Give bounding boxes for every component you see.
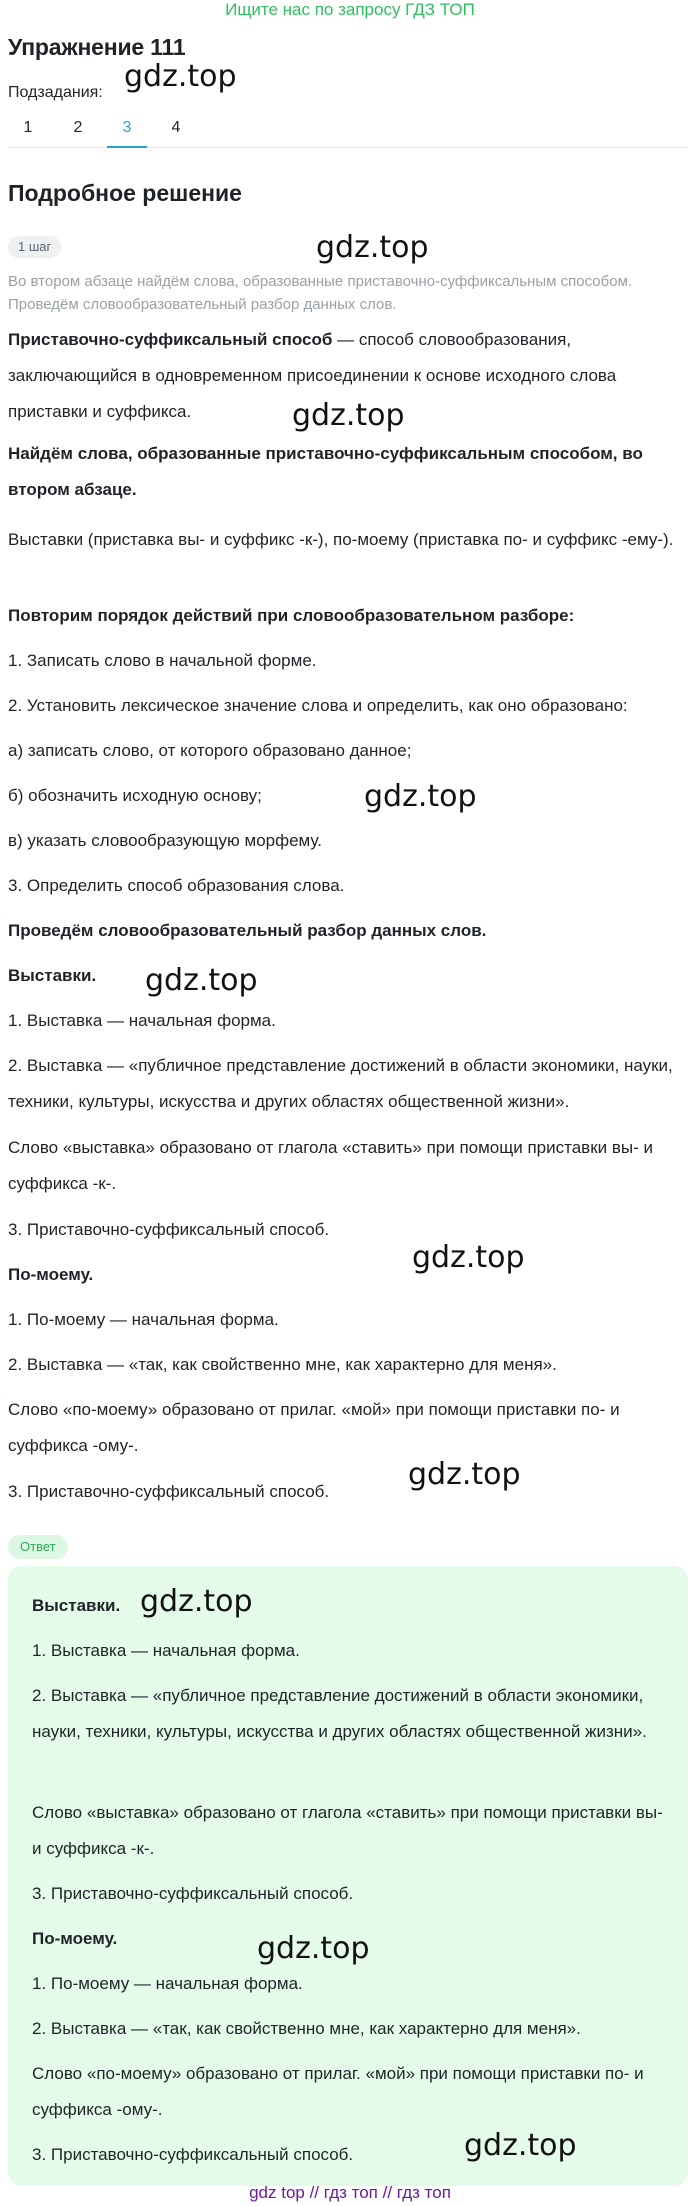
paragraph-analysis-heading: Проведём словообразовательный разбор данных слов. [8, 921, 487, 940]
watermark: gdz.top [140, 1584, 253, 1619]
list-item: в) указать словообразующую морфему. [8, 831, 322, 850]
list-item: 3. Приставочно-суффиксальный способ. [8, 1482, 330, 1501]
list-item: 3. Приставочно-суффиксальный способ. [8, 1220, 330, 1239]
watermark: gdz.top [408, 1457, 521, 1492]
answer-word-heading: По-моему. [32, 1929, 118, 1948]
list-item: 1. Записать слово в начальной форме. [8, 651, 317, 670]
subtask-tabs [8, 112, 688, 148]
list-item: б) обозначить исходную основу; [8, 786, 262, 805]
answer-item: 3. Приставочно-суффиксальный способ. [32, 1884, 354, 1903]
list-item: 1. Выставка — начальная форма. [8, 1011, 276, 1030]
definition-term: Приставочно-суффиксальный способ [8, 330, 333, 349]
list-item: а) записать слово, от которого образовано данное; [8, 741, 412, 760]
list-item: 2. Выставка — «публичное представление достижений в области экономики, науки, техники, культуры, искусства и других областях общественной жизни». [8, 1056, 673, 1111]
answer-box [8, 1566, 688, 2186]
list-item: 2. Выставка — «так, как свойственно мне, как характерно для меня». [8, 1355, 557, 1374]
word-heading-vystavki: Выставки. [8, 966, 97, 985]
answer-item: 2. Выставка — «так, как свойственно мне, как характерно для меня». [32, 2019, 581, 2038]
watermark: gdz.top [292, 398, 405, 433]
step-intro: Во втором абзаце найдём слова, образованные приставочно-суффиксальным способом. Проведём словообразовательный разбор данных слов. [8, 273, 633, 313]
list-item: Слово «выставка» образовано от глагола «ставить» при помощи приставки вы- и суффикса -к-. [8, 1138, 653, 1193]
watermark: gdz.top [124, 59, 237, 94]
word-heading-po-moemu: По-моему. [8, 1265, 94, 1284]
watermark: gdz.top [364, 779, 477, 814]
list-item: 2. Установить лексическое значение слова и определить, как оно образовано: [8, 696, 628, 715]
tab-4[interactable]: 4 [171, 119, 181, 136]
answer-item: 1. Выставка — начальная форма. [32, 1641, 300, 1660]
answer-item: Слово «по-моему» образовано от прилаг. «мой» при помощи приставки по- и суффикса -ому-. [32, 2064, 644, 2119]
answer-item: 1. По-моему — начальная форма. [32, 1974, 303, 1993]
paragraph-find-words: Найдём слова, образованные приставочно-суффиксальным способом, во втором абзаце. [8, 444, 643, 499]
definition-text: — способ словообразования, заключающийся в одновременном присоединении к основе исходного слова приставки и суффикса. [8, 330, 617, 421]
tab-3[interactable]: 3 [107, 116, 147, 148]
answer-badge: Ответ [8, 1535, 68, 1559]
watermark: gdz.top [145, 963, 258, 998]
subtasks-label: Подзадания: [8, 84, 103, 101]
answer-item: Слово «выставка» образовано от глагола «ставить» при помощи приставки вы- и суффикса -к-. [32, 1803, 663, 1858]
solution-title: Подробное решение [8, 180, 242, 206]
list-item: 3. Определить способ образования слова. [8, 876, 345, 895]
watermark: gdz.top [316, 230, 429, 265]
step-badge: 1 шаг [8, 236, 61, 258]
watermark: gdz.top [464, 2128, 577, 2163]
tab-2[interactable]: 2 [73, 119, 83, 136]
watermark: gdz.top [412, 1240, 525, 1275]
list-item: 1. По-моему — начальная форма. [8, 1310, 279, 1329]
paragraph-words: Выставки (приставка вы- и суффикс -к-), по-моему (приставка по- и суффикс -ему-). [8, 530, 674, 549]
answer-word-heading: Выставки. [32, 1596, 121, 1615]
answer-item: 3. Приставочно-суффиксальный способ. [32, 2145, 354, 2164]
list-item: Слово «по-моему» образовано от прилаг. «мой» при помощи приставки по- и суффикса -ому-. [8, 1400, 620, 1455]
footer-links[interactable]: gdz top // гдз топ // гдз топ [249, 2183, 451, 2202]
tab-1[interactable]: 1 [23, 119, 33, 136]
exercise-title: Упражнение 111 [8, 34, 186, 60]
watermark: gdz.top [257, 1931, 370, 1966]
search-banner: Ищите нас по запросу ГДЗ ТОП [225, 0, 475, 19]
paragraph-order: Повторим порядок действий при словообразовательном разборе: [8, 606, 575, 625]
answer-item: 2. Выставка — «публичное представление достижений в области экономики, науки, техники, культуры, искусства и других областях общественной жизни». [32, 1686, 647, 1741]
